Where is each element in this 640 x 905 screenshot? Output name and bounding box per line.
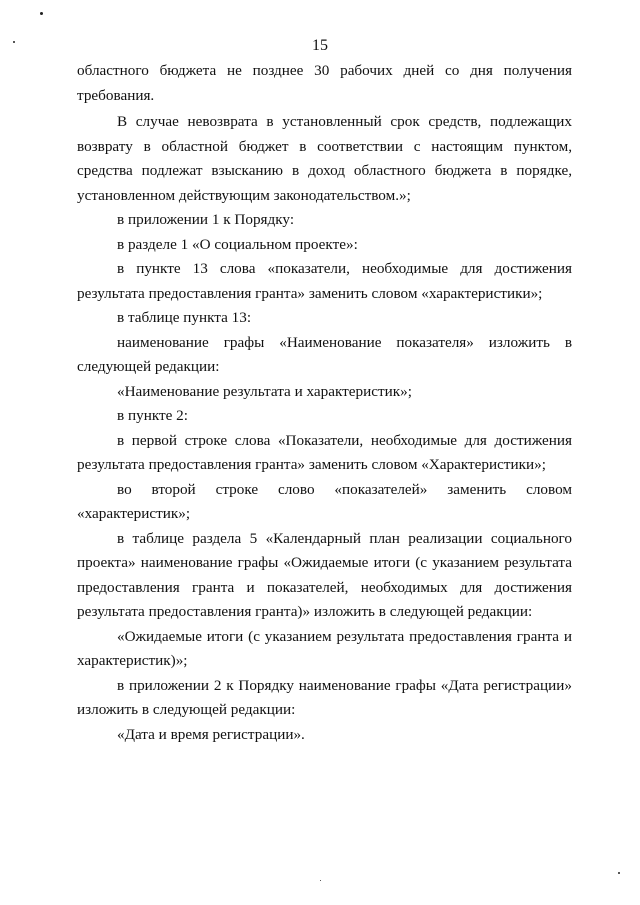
- paragraph-item-2: в пункте 2:: [117, 407, 188, 424]
- paragraph-table-item-13: в таблице пункта 13:: [117, 309, 252, 326]
- scan-speck: [320, 880, 321, 881]
- paragraph-appendix-1: в приложении 1 к Порядку:: [117, 211, 295, 228]
- paragraph-item-13-words: в пункте 13 слова «показатели, необходимые для достижения результата предоставления гранта» заменить словом «характеристики»;: [77, 260, 572, 302]
- paragraph-appendix-2: в приложении 2 к Порядку наименование графы «Дата регистрации» изложить в следующей редакции:: [77, 676, 572, 718]
- paragraph-first-row: в первой строке слова «Показатели, необходимые для достижения результата предоставления гранта» заменить словом «Характеристики»;: [77, 431, 572, 473]
- paragraph-continuation: областного бюджета не позднее 30 рабочих дней со дня получения требования.: [77, 62, 572, 104]
- paragraph-section-1: в разделе 1 «О социальном проекте»:: [117, 235, 358, 253]
- paragraph-column-name: наименование графы «Наименование показателя» изложить в следующей редакции:: [77, 333, 572, 375]
- scan-speck: [618, 872, 620, 874]
- scan-speck: [40, 12, 43, 15]
- paragraph-section-5-table: в таблице раздела 5 «Календарный план реализации социального проекта» наименование графы «Ожидаемые итоги (с указанием результата предоставления гранта и показателей, необходимых для достижения результата предоставления гранта)» изложить в следующей редакции:: [77, 529, 572, 620]
- paragraph-new-column-name: «Наименование результата и характеристик»;: [117, 382, 412, 400]
- page-number: 15: [312, 37, 328, 54]
- document-body: [77, 59, 572, 747]
- paragraph-second-row: во второй строке слово «показателей» заменить словом «характеристик»;: [77, 480, 572, 522]
- paragraph-nonreturn-clause: В случае невозврата в установленный срок средств, подлежащих возврату в областной бюджет в соответствии с настоящим пунктом, средства подлежат взысканию в доход областного бюджета в порядке, установленном действующим законодательством.»;: [77, 113, 572, 204]
- paragraph-expected-results: «Ожидаемые итоги (с указанием результата предоставления гранта и характеристик)»;: [77, 627, 572, 669]
- paragraph-date-time: «Дата и время регистрации».: [117, 725, 305, 743]
